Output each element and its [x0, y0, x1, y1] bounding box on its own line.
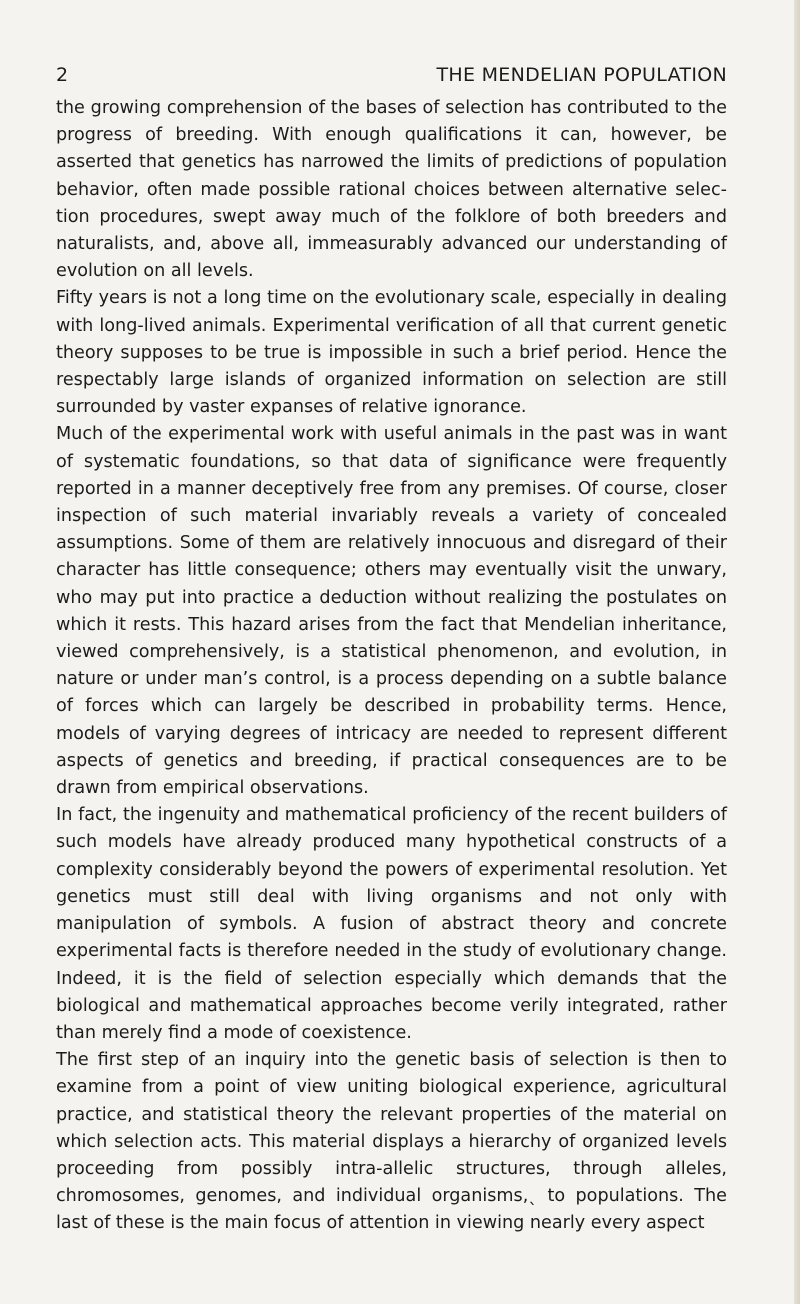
paragraph: the growing comprehension of the bases of selection has contributed to the progress of breeding. With enough qualifications it can, however, be asserted that genetics has narrowed the limits of predictions of population behavior, often made possible rational choices between alternative selection procedures, swept away much of the folklore of both breeders and naturalists, and, above all, immeasurably advanced our understanding of evolution on all levels.: [56, 98, 727, 282]
paragraph: In fact, the ingenuity and mathematical proficiency of the recent builders of such models have already produced many hypothetical constructs of a complexity considerably beyond the powers of experimental resolution. Yet genetics must still deal with living organisms and not only with manipulation of symbols. A fusion of abstract theory and concrete experimental facts is therefore needed in the study of evolutionary change. Indeed, it is the field of selection especially which demands that the biological and mathematical approaches become verily integrated, rather than merely find a mode of coexistence.: [56, 805, 727, 1043]
page-number: 2: [56, 64, 69, 86]
paragraph: Fifty years is not a long time on the evolutionary scale, especially in dealing with long-lived animals. Experimental verification of all that current genetic theory supposes to be true is impossible in such a brief period. Hence the respectably large islands of organized information on selection are still surrounded by vaster expanses of relative ignorance.: [56, 288, 727, 418]
running-head: [56, 60, 727, 90]
body-text: [56, 95, 727, 1238]
paragraph: Much of the experimental work with useful animals in the past was in want of systematic foundations, so that data of significance were frequently reported in a manner deceptively free from any premises. Of course, closer inspection of such material invariably reveals a variety of concealed assumptions. Some of them are relatively innocuous and disregard of their character has little consequence; others may eventually visit the unwary, who may put into practice a deduction without realizing the postulates on which it rests. This hazard arises from the fact that Mendelian inheritance, viewed comprehensively, is a statistical phenomenon, and evolution, in nature or under man’s control, is a process depending on a subtle balance of forces which can largely be described in probability terms. Hence, models of varying degrees of intricacy are needed to represent different aspects of genetics and breeding, if practical consequences are to be drawn from empirical observations.: [56, 424, 727, 799]
page-edge: [794, 0, 800, 1304]
paragraph: The first step of an inquiry into the genetic basis of selection is then to examine from a point of view uniting biological experience, agricultural practice, and statistical theory the relevant properties of the material on which selection acts. This material displays a hierarchy of organized levels proceeding from possibly intra-allelic structures, through alleles, chromosomes, genomes, and individual organisms,ˎ to populations. The last of these is the main focus of attention in viewing nearly every aspect: [56, 1050, 727, 1234]
running-title: THE MENDELIAN POPULATION: [436, 64, 727, 86]
